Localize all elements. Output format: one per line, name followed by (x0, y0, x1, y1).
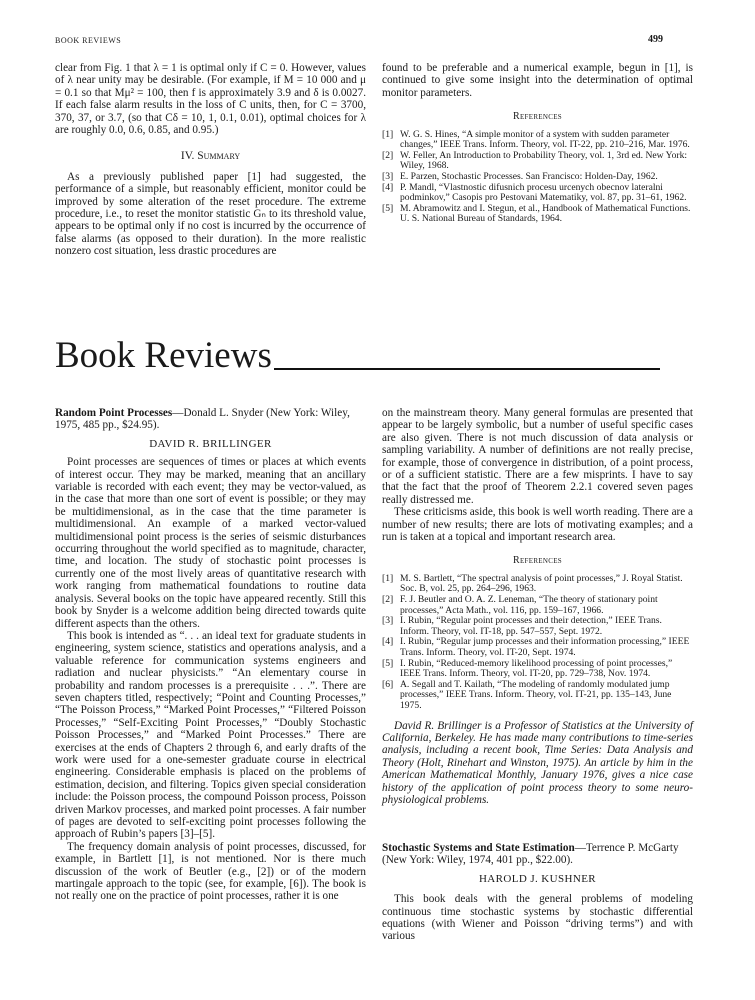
review1-references-list (382, 574, 693, 712)
reference-item (382, 616, 693, 637)
review1-book-title: Random Point Processes (55, 407, 173, 419)
reference-number: [5] (382, 657, 394, 669)
running-head: BOOK REVIEWS (55, 36, 122, 45)
reference-item (382, 659, 693, 680)
section-title-text: Book Reviews (55, 335, 272, 376)
review2-paragraph: This book deals with the general problems of modeling continuous time stochastic systems by stochastic differential equations (with Wiener and Poisson “driving terms”) and with various (382, 893, 693, 943)
review2-book-title: Stochastic Systems and State Estimation (382, 842, 575, 854)
review1-paragraph-continued: on the mainstream theory. Many general formulas are presented that appear to be largely symbolic, but a number of useful specific cases are also given. There is not much discussion of data analysis or sampling variability. A number of definitions are not really precise, for example, those of convergence in distribution, of a point process, or of a sufficient statistic. There are a few misprints. I have to say that the fact that the proof of Theorem 2.2.1 covered seven pages really distressed me. (382, 407, 693, 506)
prev-article-paragraph-continued: found to be preferable and a numerical example, begun in [1], is continued to give some insight into the determination of optimal monitor parameters. (382, 62, 693, 99)
reference-number: [1] (382, 572, 394, 584)
prev-article-left-column (55, 62, 366, 258)
summary-paragraph: As a previously published paper [1] had suggested, the performance of a simple, but reasonably efficient, monitor could be improved by some alteration of the reset procedure. The extreme procedure, i.e., to reset the monitor statistic Gₙ to its threshold value, appears to be optimal only if no cost is incurred by the occurrence of false alarms (as opposed to their duration). In the more realistic nonzero cost situation, less drastic procedures are (55, 170, 366, 258)
review2-reviewer: HAROLD J. KUSHNER (478, 872, 597, 885)
section-title (55, 336, 660, 376)
section-heading-summary: IV. Summary (180, 150, 241, 163)
review1-paragraph: Point processes are sequences of times or places at which events of interest occur. They may be marked, meaning that an ancillary variable is recorded with each event; they may be vector-valued, as in the case that more than one sort of event is possible; or they may be multidimensional, as in the case that the time parameter is multidimensional. An example of a marked vector-valued multidimensional point process is the series of seismic disturbances occurring throughout the world specified as to magnitude, character, time, and location. The study of stochastic point processes is currently one of the most lively areas of quantitative research with work ranging from mathematical foundations to routine data analysis. Several books on the topic have appeared recently. Still this book by Snyder is a welcome addition being directed towards quite different aspects than the others. (55, 456, 366, 630)
review1-references-heading: References (513, 555, 562, 567)
review1-right-column (382, 407, 693, 806)
reference-item (382, 204, 693, 225)
page-number: 499 (648, 34, 663, 45)
review1-book-heading (55, 407, 366, 432)
references-heading: References (513, 111, 562, 123)
reviewer-bio: David R. Brillinger is a Professor of Statistics at the University of California, Berkeley. He has made many contributions to time-series analysis, including a recent book, Time Series: Data Analysis and Theory (Holt, Rinehart and Winston, 1975). An article by him in the American Mathematical Monthly, January 1976, gives a nice case history of the application of point process theory to some neuro-physiological problems. (382, 719, 693, 807)
reference-item (382, 130, 693, 151)
reference-number: [4] (382, 181, 394, 193)
reference-number: [6] (382, 678, 394, 690)
prev-article-paragraph: clear from Fig. 1 that λ = 1 is optimal only if C = 0. However, values of λ near unity may be desirable. (For example, if M = 10 000 and μ = 0.1 so that Mμ² = 100, then f is approximately 3.9 and δ is 0.0027. If each false alarm results in the loss of C units, then, for C = 3700, 370, 37, or 3.7, (so that Cδ = 10, 1, 0.1, 0.01), optimal choices for λ are roughly 0.0, 0.6, 0.85, and 0.95.) (55, 62, 366, 137)
reference-text: W. Feller, An Introduction to Probability Theory, vol. 1, 3rd ed. New York: Wiley, 1968. (400, 149, 688, 172)
reference-item (382, 637, 693, 658)
review1-paragraph: The frequency domain analysis of point processes, discussed, for example, in Bartlett [1], is not mentioned. Nor is there much discussion of the work of Beutler (e.g., [2]) or of the modern martingale approach to the topic (see, for example, [6]). The book is not really one on the practice of point processes, rather it is one (55, 840, 366, 903)
reference-text: M. Abramowitz and I. Stegun, et al., Handbook of Mathematical Functions. U. S. National Bureau of Standards, 1964. (400, 202, 691, 225)
reference-number: [3] (382, 171, 394, 182)
reference-number: [5] (382, 202, 394, 214)
prev-article-right-column (382, 62, 693, 225)
reference-text: I. Rubin, “Regular point processes and their detection,” IEEE Trans. Inform. Theory, vol. IT-18, pp. 547–557, Sept. 1972. (400, 615, 662, 637)
references-list (382, 130, 693, 225)
title-rule (274, 368, 660, 370)
review2-book-info: —Terrence P. McGarty (New York: Wiley, 1974, 401 pp., $22.00). (382, 842, 679, 867)
reference-number: [1] (382, 128, 394, 140)
reference-item (382, 151, 693, 172)
reference-text: E. Parzen, Stochastic Processes. San Francisco: Holden-Day, 1962. (400, 171, 658, 182)
reference-text: M. S. Bartlett, “The spectral analysis of point processes,” J. Royal Statist. Soc. B, vol. 25, pp. 264–296, 1963. (400, 572, 683, 595)
reference-number: [2] (382, 149, 394, 161)
reference-number: [4] (382, 636, 394, 648)
reference-item (382, 680, 693, 712)
review2-book-heading (382, 842, 693, 867)
reference-text: W. G. S. Hines, “A simple monitor of a system with sudden parameter changes,” IEEE Trans. Inform. Theory, vol. IT-22, pp. 210–216, Mar. 1976. (400, 128, 690, 151)
reference-item (382, 574, 693, 595)
reference-number: [2] (382, 594, 394, 606)
reference-text: A. Segall and T. Kailath, “The modeling of randomly modulated jump processes,” IEEE Trans. Inform. Theory, vol. IT-21, pp. 135–143, June 1975. (400, 678, 672, 711)
reference-text: P. Mandl, “Vlastnostic difusnich procesu urcenych obecnov lateralni podminkov,” Casopis pro Pestovani Matematiky, vol. 87, pp. 31–61, 1962. (400, 181, 687, 204)
review1-left-column (55, 407, 366, 903)
review1-paragraph: These criticisms aside, this book is well worth reading. There are a number of new results; there are lots of motivating examples; and a run is taken at a topical and important research area. (382, 506, 693, 544)
reference-number: [3] (382, 615, 394, 627)
reference-text: F. J. Beutler and O. A. Z. Leneman, “The theory of stationary point processes,” Acta Math., vol. 116, pp. 159–167, 1966. (400, 594, 658, 616)
review1-book-info: —Donald L. Snyder (New York: Wiley, 1975, 485 pp., $24.95). (55, 407, 350, 432)
review1-reviewer: DAVID R. BRILLINGER (149, 437, 272, 450)
reference-item (382, 595, 693, 616)
reference-item (382, 183, 693, 204)
reference-text: I. Rubin, “Reduced-memory likelihood processing of point processes,” IEEE Trans. Inform. Theory, vol. IT-20, pp. 729–738, Nov. 1974. (400, 657, 673, 680)
review2-column (382, 842, 693, 943)
review1-paragraph: This book is intended as “. . . an ideal text for graduate students in engineering, system science, statistics and operations analysis, and a valuable reference for communication systems engineers and radiation and nuclear physicists.” “An elementary course in probability and random processes is a prerequisite . . .”. There are seven chapters titled, respectively; “Point and Counting Processes,” “The Poisson Process,” “Marked Point Processes,” “Filtered Poisson Processes,” “Self-Exciting Point Processes,” “Doubly Stochastic Poisson Processes,” and “Marked Point Processes.” There are exercises at the ends of Chapters 2 through 6, and early drafts of the work were used for a one-semester graduate course in electrical engineering. Considerable emphasis is placed on the problems of estimation, decision, and filtering. Topics given special consideration include: the Poisson process, the compound Poisson process, Poisson driven Markov processes, and marked point processes. A fair number of pages are devoted to self-exciting point processes following the approach of Rubin’s papers [3]–[5]. (55, 629, 366, 841)
reference-text: I. Rubin, “Regular jump processes and their information processing,” IEEE Trans. Inform. Theory, vol. IT-20, Sept. 1974. (400, 636, 690, 659)
